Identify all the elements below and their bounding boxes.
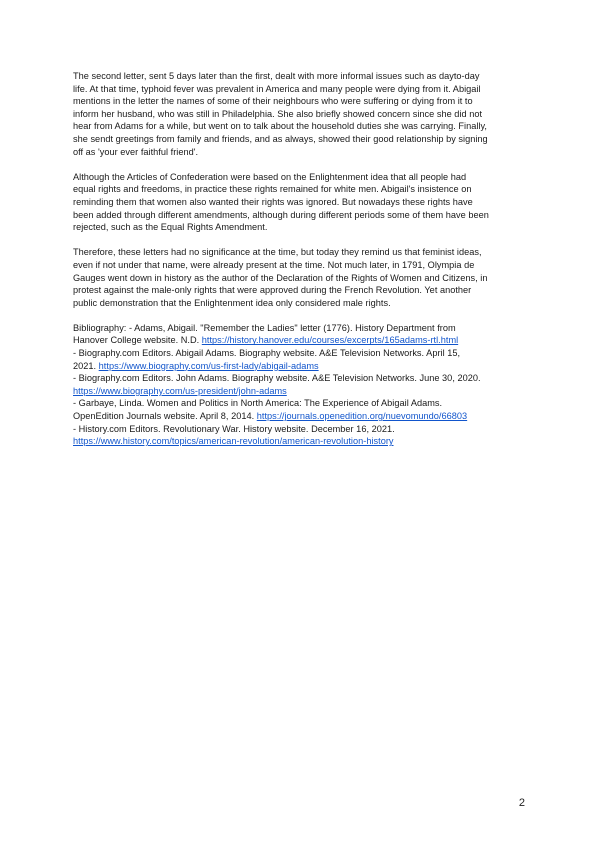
text-line: rejected, such as the Equal Rights Amendment. [73,222,268,233]
page-number: 2 [518,797,525,809]
bibliography-text: Bibliography: - Adams, Abigail. "Remember the Ladies" letter (1776). History Department from [73,322,456,333]
text-line: reminding them that women also wanted their rights was ignored. But nowadays these rights have [73,196,473,207]
bibliography-text: Hanover College website. N.D. [73,335,202,346]
bibliography-line [73,334,528,347]
bibliography-link[interactable]: https://history.hanover.edu/courses/excerpts/165adams-rtl.html [201,335,459,346]
paragraph-articles-of-confederation [73,171,528,234]
bibliography-line [73,423,528,436]
bibliography-text: 2021. [73,360,99,371]
text-line: life. At that time, typhoid fever was prevalent in America and many people were dying from it. Abigail [73,83,481,94]
text-line: Therefore, these letters had no significance at the time, but today they remind us that feminist ideas, [73,247,482,258]
bibliography-text: - Garbaye, Linda. Women and Politics in North America: The Experience of Abigail Adams. [73,398,443,409]
bibliography-line [73,360,528,373]
bibliography-text: - Biography.com Editors. John Adams. Biography website. A&E Television Networks. June 30, 2020. [73,373,481,384]
bibliography-line [73,347,528,360]
bibliography-text: - History.com Editors. Revolutionary War. History website. December 16, 2021. [73,423,395,434]
bibliography-line [73,410,528,423]
bibliography-text: - Biography.com Editors. Abigail Adams. Biography website. A&E Television Networks. April 15, [73,348,461,359]
bibliography [73,322,528,448]
text-line: she sendt greetings from family and friends, and as always, showed their good relationship by signing [73,133,488,144]
paragraph-conclusion [73,246,528,309]
text-line: even if not under that name, were already present at the time. Not much later, in 1791, Olympia de [73,259,475,270]
text-line: equal rights and freedoms, in practice these rights remained for white men. Abigail's insistence on [73,184,472,195]
bibliography-link[interactable]: https://journals.openedition.org/nuevomundo/66803 [256,411,468,422]
text-line: The second letter, sent 5 days later than the first, dealt with more informal issues such as dayto-day [73,71,480,81]
text-line: been added through different amendments, although during different periods some of them have been [73,209,489,220]
bibliography-line [73,322,528,335]
text-line: hear from Adams for a while, but went on to talk about the household duties she was carrying. Finally, [73,121,487,132]
text-line: mentions in the letter the names of some of their neighbours who were suffering or dying from it to [73,96,473,107]
paragraph-second-letter [73,70,528,158]
text-line: inform her husband, who was still in Philadelphia. She also briefly showed concern since she did not [73,108,483,119]
bibliography-line [73,397,528,410]
text-line: off as 'your ever faithful friend'. [73,146,199,157]
text-line: protest against the male-only rights that were approved during the French Revolution. Yet another [73,285,472,296]
bibliography-line [73,385,528,398]
bibliography-text: OpenEdition Journals website. April 8, 2014. [73,411,257,422]
text-line: Gauges went down in history as the author of the Declaration of the Rights of Women and Citizens, in [73,272,488,283]
text-line: public demonstration that the Enlightenment idea only considered male rights. [73,297,391,308]
bibliography-link[interactable]: https://www.history.com/topics/american-revolution/american-revolution-history [73,436,394,447]
bibliography-link[interactable]: https://www.biography.com/us-president/john-adams [73,385,287,396]
bibliography-line [73,435,528,448]
text-line: Although the Articles of Confederation were based on the Enlightenment idea that all people had [73,171,467,182]
bibliography-link[interactable]: https://www.biography.com/us-first-lady/abigail-adams [98,360,319,371]
bibliography-line [73,372,528,385]
